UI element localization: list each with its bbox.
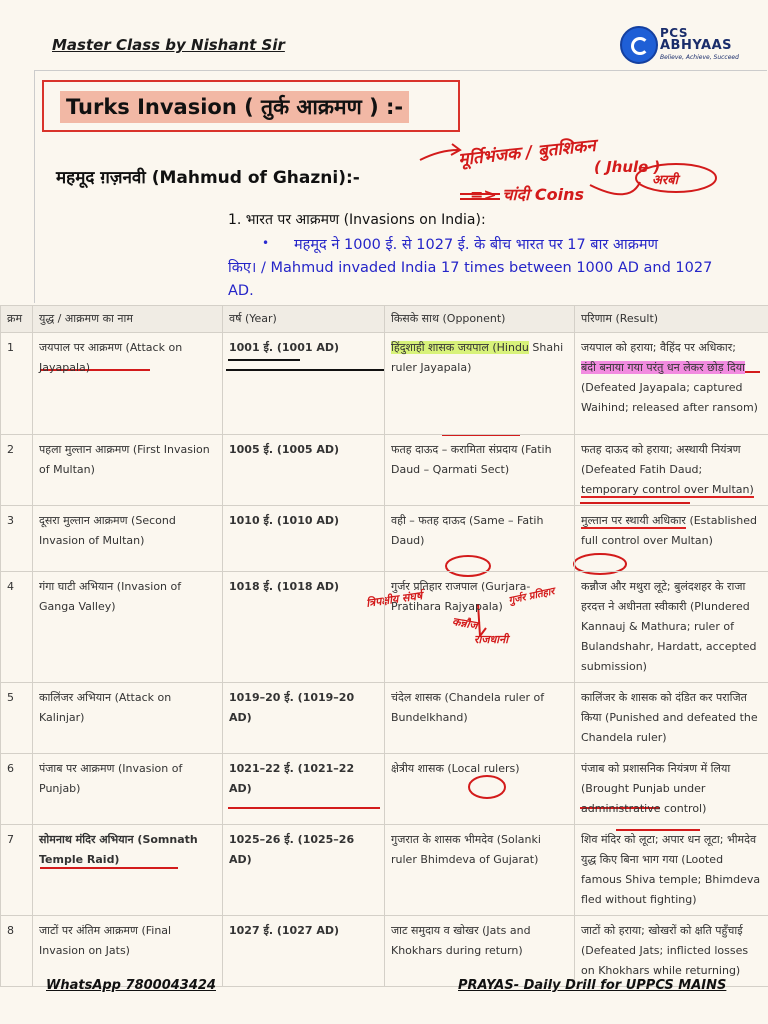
cell-no: 2 xyxy=(1,435,33,506)
cell-result-line2: बंदी बनाया गया परंतु धन लेकर छोड़ दिया xyxy=(581,361,745,374)
description-line1: महमूद ने 1000 ई. से 1027 ई. के बीच भारत पर 17 बार आक्रमण xyxy=(294,237,658,253)
logo-line1: PCS xyxy=(660,26,688,40)
description-rest: किए। / Mahmud invaded India 17 times between 1000 AD and 1027 AD. xyxy=(228,260,713,299)
cell-result-ul: temporary control over Multan) xyxy=(581,483,754,496)
cell-result: पंजाब को प्रशासनिक नियंत्रण में लिया (Brought Punjab under administrative control) xyxy=(575,754,768,825)
page-title: Turks Invasion ( तुर्क आक्रमण ) :- xyxy=(60,91,409,123)
cell-name xyxy=(33,333,223,435)
cell-result-rest: (Established full control over Multan) xyxy=(581,514,758,547)
cell-year: 1021–22 ई. (1021–22 AD) xyxy=(223,754,385,825)
table-row xyxy=(1,683,768,754)
cell-name: पहला मुल्तान आक्रमण (First Invasion of Multan) xyxy=(33,435,223,506)
cell-opponent: फतह दाऊद – करामिता संप्रदाय (Fatih Daud – Qarmati Sect) xyxy=(385,435,575,506)
cell-opponent: गुर्जर प्रतिहार राजपाल (Gurjara-Pratihara Rajyapala) xyxy=(385,572,575,683)
cell-opponent-rest: Shahi ruler Jayapala) xyxy=(391,341,564,374)
invasions-table xyxy=(0,305,768,987)
annotation-arbi: अरबी xyxy=(652,173,679,188)
cell-name: सोमनाथ मंदिर अभियान (Somnath Temple Raid) xyxy=(33,825,223,916)
cell-opponent: क्षेत्रीय शासक (Local rulers) xyxy=(385,754,575,825)
annotation-tripakshiya: त्रिपक्षीय संघर्ष xyxy=(365,589,424,610)
cell-result: शिव मंदिर को लूटा; अपार धन लूटा; भीमदेव युद्ध किए बिना भाग गया (Looted famous Shiva temple; Bhimdeva fled without fighting) xyxy=(575,825,768,916)
cell-opponent: चंदेल शासक (Chandela ruler of Bundelkhand) xyxy=(385,683,575,754)
cell-no: 7 xyxy=(1,825,33,916)
cell-result: कालिंजर के शासक को दंडित कर पराजित किया (Punished and defeated the Chandela ruler) xyxy=(575,683,768,754)
cell-opponent: वही – फतह दाऊद (Same – Fatih Daud) xyxy=(385,506,575,572)
master-class-title: Master Class by Nishant Sir xyxy=(52,36,285,54)
cell-name: गंगा घाटी अभियान (Invasion of Ganga Valley) xyxy=(33,572,223,683)
annotation-chandi-coins: => चांदी Coins xyxy=(470,185,585,204)
cell-no: 8 xyxy=(1,916,33,987)
annotation-kannauj: कन्नौज xyxy=(451,614,479,633)
cell-result: जाटों को हराया; खोखरों को क्षति पहुँचाई (Defeated Jats; inflicted losses on Khokhars while returning) xyxy=(575,916,768,987)
table-header-row xyxy=(1,306,768,333)
col-header-no: क्रम xyxy=(1,306,33,333)
logo-line2: ABHYAAS xyxy=(660,38,733,53)
col-header-opponent: किसके साथ (Opponent) xyxy=(385,306,575,333)
annotation-jhule: ( Jhule ) xyxy=(594,158,661,176)
table-row xyxy=(1,825,768,916)
table-row xyxy=(1,572,768,683)
cell-year: 1019–20 ई. (1019–20 AD) xyxy=(223,683,385,754)
table-row xyxy=(1,506,768,572)
cell-year: 1005 ई. (1005 AD) xyxy=(223,435,385,506)
col-header-name: युद्ध / आक्रमण का नाम xyxy=(33,306,223,333)
cell-name: कालिंजर अभियान (Attack on Kalinjar) xyxy=(33,683,223,754)
table-row xyxy=(1,754,768,825)
cell-year: 1018 ई. (1018 AD) xyxy=(223,572,385,683)
cell-result-ul: मुल्तान पर स्थायी अधिकार xyxy=(581,514,686,527)
cell-year: 1001 ई. (1001 AD) xyxy=(223,333,385,435)
bullet: • xyxy=(262,236,270,250)
cell-name-hl: जयपाल पर आक्रमण xyxy=(39,341,123,354)
cell-no: 6 xyxy=(1,754,33,825)
sub-heading: महमूद ग़ज़नवी (Mahmud of Ghazni):- xyxy=(56,168,360,188)
cell-name: पंजाब पर आक्रमण (Invasion of Punjab) xyxy=(33,754,223,825)
cell-name-rest: (Attack on Jayapala) xyxy=(39,341,183,374)
footer-whatsapp: WhatsApp 7800043424 xyxy=(46,978,216,993)
cell-name: जाटों पर अंतिम आक्रमण (Final Invasion on Jats) xyxy=(33,916,223,987)
cell-result xyxy=(575,333,768,435)
cell-result-rest: फतह दाऊद को हराया; अस्थायी नियंत्रण (Defeated Fatih Daud; xyxy=(581,443,741,476)
cell-result-line1: जयपाल को हराया; वैहिंद पर अधिकार; xyxy=(581,341,736,354)
table-row xyxy=(1,916,768,987)
table-row xyxy=(1,333,768,435)
cell-opponent: जाट समुदाय व खोखर (Jats and Khokhars during return) xyxy=(385,916,575,987)
cell-no: 5 xyxy=(1,683,33,754)
cell-opponent xyxy=(385,333,575,435)
cell-result xyxy=(575,506,768,572)
col-header-year: वर्ष (Year) xyxy=(223,306,385,333)
annotation-gurjar-pratihar: गुर्जर प्रतिहार xyxy=(507,586,556,607)
cell-opponent-hl: हिंदुशाही शासक जयपाल (Hindu xyxy=(391,341,529,354)
cell-no: 1 xyxy=(1,333,33,435)
cell-name: दूसरा मुल्तान आक्रमण (Second Invasion of Multan) xyxy=(33,506,223,572)
cell-result: कन्नौज और मथुरा लूटे; बुलंदशहर के राजा हरदत्त ने अधीनता स्वीकारी (Plundered Kannauj & Mathura; ruler of Bulandshahr, Hardatt, accepted submission) xyxy=(575,572,768,683)
cell-year: 1027 ई. (1027 AD) xyxy=(223,916,385,987)
cell-no: 3 xyxy=(1,506,33,572)
list-item-invasions: 1. भारत पर आक्रमण (Invasions on India): xyxy=(228,212,486,228)
annotation-rajdhani: राजधानी xyxy=(474,633,509,646)
cell-opponent: गुजरात के शासक भीमदेव (Solanki ruler Bhimdeva of Gujarat) xyxy=(385,825,575,916)
cell-year: 1025–26 ई. (1025–26 AD) xyxy=(223,825,385,916)
cell-no: 4 xyxy=(1,572,33,683)
logo-tagline: Believe, Achieve, Succeed xyxy=(660,54,739,61)
footer-prayas: PRAYAS- Daily Drill for UPPCS MAINS xyxy=(458,978,727,993)
cell-result-rest: (Defeated Jayapala; captured Waihind; released after ransom) xyxy=(581,381,758,414)
cell-result xyxy=(575,435,768,506)
col-header-result: परिणाम (Result) xyxy=(575,306,768,333)
table-row xyxy=(1,435,768,506)
cell-year: 1010 ई. (1010 AD) xyxy=(223,506,385,572)
annotation-murtibhanjak: मूर्तिभंजक / बुतशिकन xyxy=(457,135,597,171)
